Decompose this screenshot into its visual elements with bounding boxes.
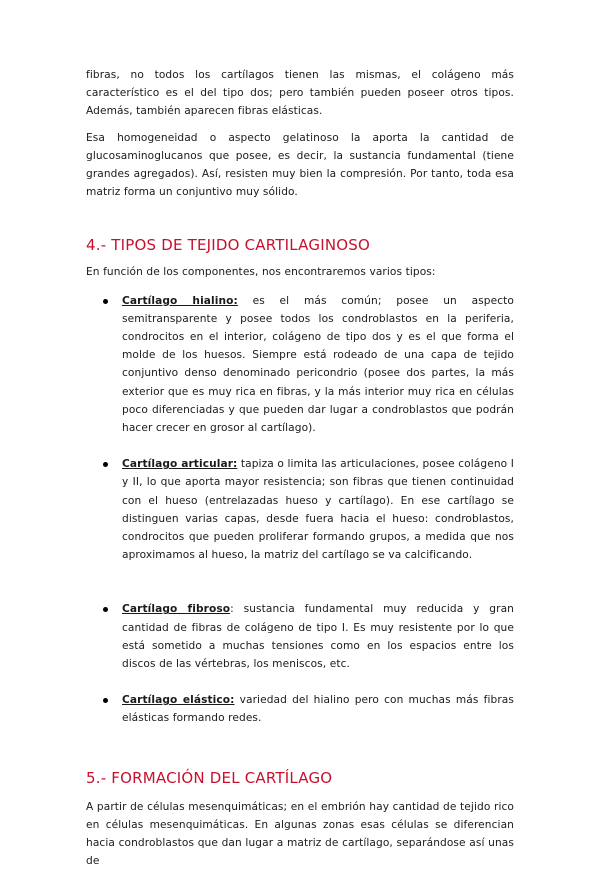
term-elastico: Cartílago elástico: [122,694,235,707]
bullet-icon [103,698,108,703]
term-fibroso: Cartílago fibroso [122,603,231,616]
description-fibroso: : sustancia fundamental muy reducida y gran cantidad de fibras de colágeno de tipo I. Es muy resistente por lo que está sometido a muchas tensiones como en los espacios entre los discos de las vértebras, los meniscos, etc. [122,603,514,671]
description-elastico: variedad del hialino pero con muchas más fibras elásticas formando redes. [122,694,514,725]
paragraph-homogeneidad: Esa homogeneidad o aspecto gelatinoso la aporta la cantidad de glucosaminoglucanos que posee, es decir, la sustancia fundamental (tiene grandes agregados). Así, resisten muy bien la compresión. Por tanto, toda esa matriz forma un conjuntivo muy sólido. [86,131,514,199]
section-heading-tipos: 4.- TIPOS DE TEJIDO CARTILAGINOSO [86,236,370,255]
section-intro: En función de los componentes, nos encontraremos varios tipos: [86,266,436,279]
term-articular: Cartílago articular: [122,458,238,471]
page-content [86,66,514,871]
paragraph-formacion: A partir de células mesenquimáticas; en el embrión hay cantidad de tejido rico en células mesenquimáticas. En algunas zonas esas células se diferencian hacia condroblastos que dan lugar a matriz de cartílago, separándose así unas de [86,800,514,868]
bullet-icon [103,299,108,304]
bullet-icon [103,462,108,467]
description-articular: tapiza o limita las articulaciones, posee colágeno I y II, lo que aporta mayor resistencia; son fibras que tienen continuidad con el hueso (entrelazadas hueso y cartílago). En ese cartílago se distinguen varias capas, desde fuera hacia el hueso: condroblastos, condrocitos que pueden proliferar formando grupos, a medida que nos aproximamos al hueso, la matriz del cartílago se va calcificando. [122,458,514,562]
bullet-icon [103,607,108,612]
list-item-elastico [86,691,514,727]
term-hialino: Cartílago hialino: [122,294,238,307]
paragraph-fibras: fibras, no todos los cartílagos tienen las mismas, el colágeno más característico es el del tipo dos; pero también pueden poseer otros tipos. Además, también aparecen fibras elásticas. [86,69,514,118]
list-item-articular [86,455,514,564]
section-heading-formacion: 5.- FORMACIÓN DEL CARTÍLAGO [86,768,333,787]
list-item-fibroso [86,600,514,673]
list-item-hialino [86,292,514,438]
cartilage-types-list [86,292,514,728]
description-hialino: es el más común; posee un aspecto semitransparente y posee todos los condroblastos en la periferia, condrocitos en el interior, colágeno de tipo dos y es el que forma el molde de los huesos. Siempre está rodeado de una capa de tejido conjuntivo denso denominado pericondrio (posee dos partes, la más exterior que es muy rica en fibras, y la más interior muy rica en células poco diferenciadas y que pueden dar lugar a condroblastos que podrán hacer crecer en grosor al cartílago). [122,294,514,435]
